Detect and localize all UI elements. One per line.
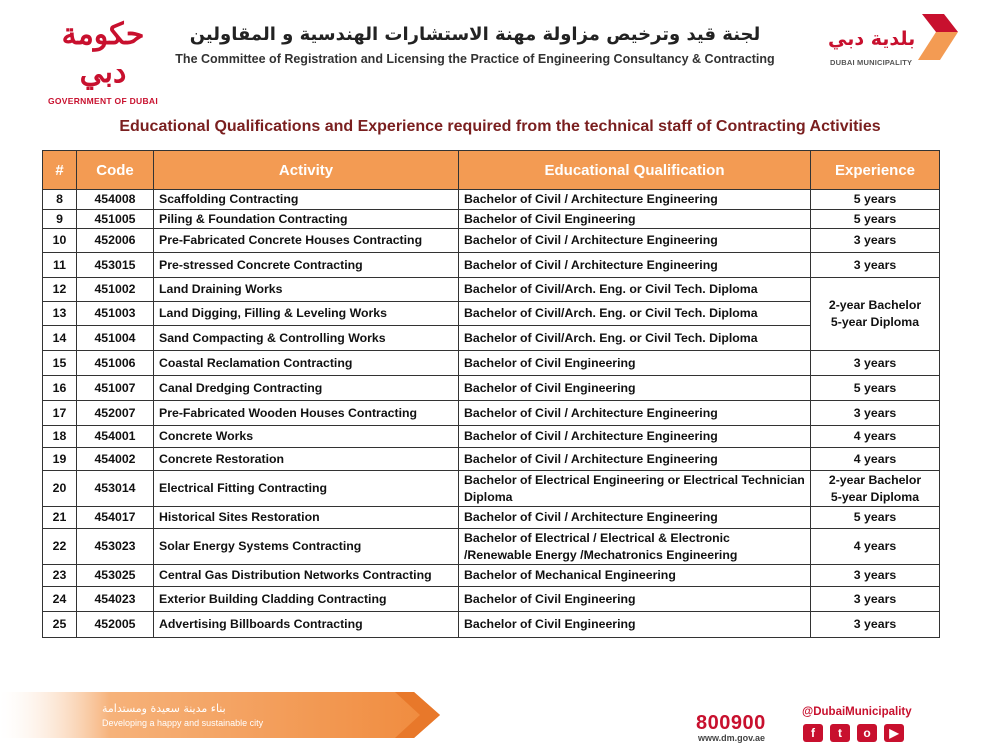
experience-line: 5-year Diploma <box>830 489 920 504</box>
row-code: 451005 <box>77 210 154 229</box>
row-experience: 4 years <box>811 448 940 471</box>
experience-line: 2-year Bachelor <box>828 472 922 487</box>
header-qualification: Educational Qualification <box>459 151 811 190</box>
table-row <box>43 253 940 278</box>
row-code: 454017 <box>77 507 154 529</box>
row-qualification: Bachelor of Civil / Architecture Engineering <box>459 448 811 471</box>
row-number: 14 <box>43 326 77 351</box>
table-row <box>43 448 940 471</box>
row-code: 453015 <box>77 253 154 278</box>
row-code: 454008 <box>77 190 154 210</box>
row-experience: 3 years <box>811 401 940 426</box>
row-activity: Solar Energy Systems Contracting <box>154 529 459 565</box>
qualification-line: Bachelor of Electrical Engineering or Electrical Technician <box>464 472 805 487</box>
row-qualification: Bachelor of Civil/Arch. Eng. or Civil Tech. Diploma <box>459 302 811 326</box>
social-icons <box>803 724 904 742</box>
table-header-row <box>43 151 940 190</box>
twitter-icon[interactable]: t <box>830 724 850 742</box>
row-experience: 3 years <box>811 565 940 587</box>
row-code: 451002 <box>77 278 154 302</box>
row-code: 453023 <box>77 529 154 565</box>
row-code: 452006 <box>77 229 154 253</box>
document-title: Educational Qualifications and Experience required from the technical staff of Contracting Activities <box>119 118 881 135</box>
dm-emblem-icon <box>914 14 958 60</box>
table-row <box>43 210 940 229</box>
table-row <box>43 426 940 448</box>
row-qualification: Bachelor of Civil / Architecture Engineering <box>459 401 811 426</box>
row-qualification: Bachelor of Civil / Architecture Engineering <box>459 190 811 210</box>
table-row <box>43 376 940 401</box>
row-number: 20 <box>43 471 77 507</box>
table-row <box>43 229 940 253</box>
table-row <box>43 190 940 210</box>
table-row <box>43 351 940 376</box>
table-row <box>43 401 940 426</box>
qualification-line: Bachelor of Electrical / Electrical & Electronic <box>464 530 730 545</box>
row-qualification: Bachelor of Civil Engineering <box>459 351 811 376</box>
row-number: 19 <box>43 448 77 471</box>
row-qualification: Bachelor of Civil/Arch. Eng. or Civil Tech. Diploma <box>459 278 811 302</box>
row-number: 17 <box>43 401 77 426</box>
row-activity: Concrete Works <box>154 426 459 448</box>
row-number: 24 <box>43 587 77 612</box>
row-code: 454001 <box>77 426 154 448</box>
row-qualification: Bachelor of Civil Engineering <box>459 587 811 612</box>
row-activity: Concrete Restoration <box>154 448 459 471</box>
dubai-municipality-logo <box>828 14 958 74</box>
row-number: 16 <box>43 376 77 401</box>
row-activity: Coastal Reclamation Contracting <box>154 351 459 376</box>
row-activity: Exterior Building Cladding Contracting <box>154 587 459 612</box>
row-activity: Central Gas Distribution Networks Contracting <box>154 565 459 587</box>
row-activity: Land Digging, Filling & Leveling Works <box>154 302 459 326</box>
row-experience: 5 years <box>811 190 940 210</box>
qualifications-table <box>42 150 940 638</box>
row-qualification: Bachelor of Civil / Architecture Engineering <box>459 253 811 278</box>
row-number: 10 <box>43 229 77 253</box>
row-experience: 3 years <box>811 229 940 253</box>
row-qualification: Bachelor of Mechanical Engineering <box>459 565 811 587</box>
row-number: 9 <box>43 210 77 229</box>
row-activity: Piling & Foundation Contracting <box>154 210 459 229</box>
footer-band-shape <box>0 690 440 740</box>
row-qualification: Bachelor of Civil / Architecture Engineering <box>459 229 811 253</box>
row-code: 452007 <box>77 401 154 426</box>
row-code: 454023 <box>77 587 154 612</box>
row-activity: Pre-stressed Concrete Contracting <box>154 253 459 278</box>
row-number: 21 <box>43 507 77 529</box>
committee-english: The Committee of Registration and Licensing the Practice of Engineering Consultancy & Contracting <box>175 52 775 66</box>
qualification-line: /Renewable Energy /Mechatronics Engineering <box>464 547 738 562</box>
row-experience: 5 years <box>811 210 940 229</box>
experience-line: 2-year Bachelor <box>828 298 922 312</box>
row-activity: Land Draining Works <box>154 278 459 302</box>
dm-logo-arabic: بلدية دبي <box>828 28 916 50</box>
row-activity: Advertising Billboards Contracting <box>154 612 459 638</box>
table-row <box>43 507 940 529</box>
row-qualification: Bachelor of Civil / Architecture Engineering <box>459 507 811 529</box>
row-experience: 4 years <box>811 426 940 448</box>
youtube-icon[interactable]: ▶ <box>884 724 904 742</box>
row-activity: Historical Sites Restoration <box>154 507 459 529</box>
row-activity: Scaffolding Contracting <box>154 190 459 210</box>
row-qualification: Bachelor of Civil Engineering <box>459 376 811 401</box>
table-row <box>43 278 940 302</box>
row-qualification: Bachelor of Civil Engineering <box>459 612 811 638</box>
row-code: 451006 <box>77 351 154 376</box>
footer-slogan-english: Developing a happy and sustainable city <box>102 718 264 728</box>
row-code: 454002 <box>77 448 154 471</box>
row-experience: 3 years <box>811 253 940 278</box>
table-row <box>43 326 940 351</box>
row-number: 13 <box>43 302 77 326</box>
table-row <box>43 471 940 507</box>
gov-logo-arabic: حكومة دبي <box>61 17 145 90</box>
header-activity: Activity <box>154 151 459 190</box>
row-experience: 5 years <box>811 376 940 401</box>
committee-heading <box>160 22 790 66</box>
header-number: # <box>43 151 77 190</box>
government-of-dubai-logo <box>44 16 162 106</box>
footer-slogan-arabic: بناء مدينة سعيدة ومستدامة <box>102 702 226 715</box>
row-code: 451003 <box>77 302 154 326</box>
row-code: 453014 <box>77 471 154 507</box>
row-number: 12 <box>43 278 77 302</box>
row-number: 22 <box>43 529 77 565</box>
gov-logo-english: GOVERNMENT OF DUBAI <box>47 96 159 106</box>
row-experience: 5 years <box>811 507 940 529</box>
dm-logo-english: DUBAI MUNICIPALITY <box>830 58 913 67</box>
row-experience: 3 years <box>811 351 940 376</box>
social-handle[interactable]: @DubaiMunicipality <box>802 706 912 718</box>
row-number: 23 <box>43 565 77 587</box>
table-row <box>43 302 940 326</box>
phone-number: 800900 <box>696 712 766 734</box>
row-number: 25 <box>43 612 77 638</box>
table-row <box>43 587 940 612</box>
row-number: 11 <box>43 253 77 278</box>
header-experience: Experience <box>811 151 940 190</box>
qualification-line: Diploma <box>464 489 513 504</box>
row-qualification: Bachelor of Civil / Architecture Engineering <box>459 426 811 448</box>
row-number: 8 <box>43 190 77 210</box>
experience-line: 5-year Diploma <box>830 315 920 329</box>
table-row <box>43 612 940 638</box>
row-experience <box>811 471 940 507</box>
row-activity: Electrical Fitting Contracting <box>154 471 459 507</box>
row-code: 453025 <box>77 565 154 587</box>
row-qualification <box>459 529 811 565</box>
table-row <box>43 529 940 565</box>
row-number: 18 <box>43 426 77 448</box>
row-activity: Pre-Fabricated Wooden Houses Contracting <box>154 401 459 426</box>
row-number: 15 <box>43 351 77 376</box>
footer-slogan-band <box>0 690 440 740</box>
row-qualification: Bachelor of Civil Engineering <box>459 210 811 229</box>
row-experience-merged <box>811 278 940 351</box>
facebook-icon[interactable]: f <box>803 724 823 742</box>
table-row <box>43 565 940 587</box>
row-qualification: Bachelor of Civil/Arch. Eng. or Civil Tech. Diploma <box>459 326 811 351</box>
row-qualification <box>459 471 811 507</box>
header-code: Code <box>77 151 154 190</box>
instagram-icon[interactable]: o <box>857 724 877 742</box>
row-experience: 4 years <box>811 529 940 565</box>
row-code: 452005 <box>77 612 154 638</box>
row-activity: Sand Compacting & Controlling Works <box>154 326 459 351</box>
row-experience: 3 years <box>811 587 940 612</box>
row-code: 451004 <box>77 326 154 351</box>
row-code: 451007 <box>77 376 154 401</box>
row-experience: 3 years <box>811 612 940 638</box>
row-activity: Pre-Fabricated Concrete Houses Contracting <box>154 229 459 253</box>
row-activity: Canal Dredging Contracting <box>154 376 459 401</box>
website-link[interactable]: www.dm.gov.ae <box>698 733 766 743</box>
committee-arabic: لجنة قيد وترخيص مزاولة مهنة الاستشارات الهندسية و المقاولين <box>189 24 761 45</box>
